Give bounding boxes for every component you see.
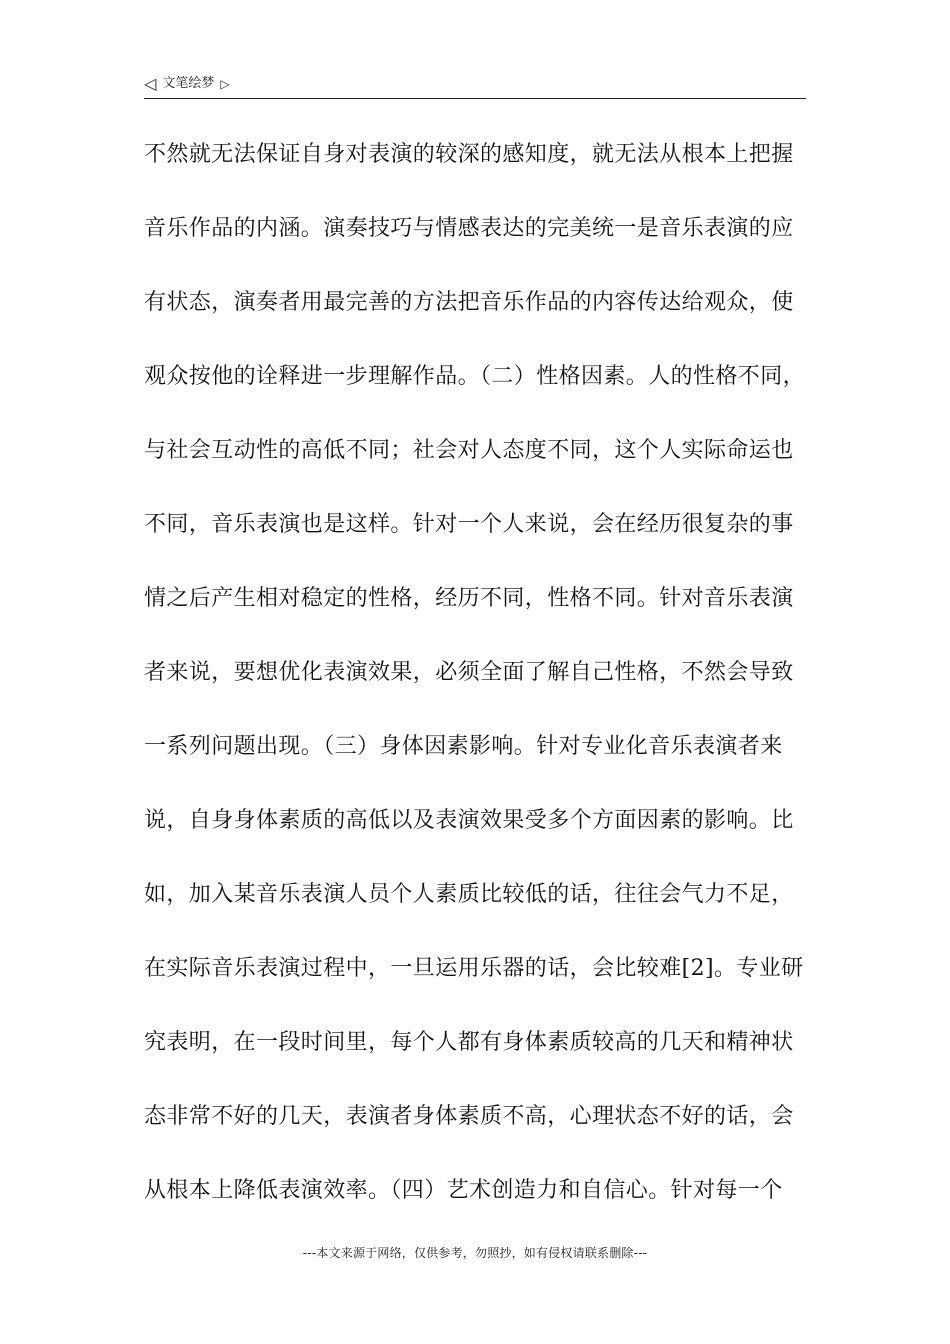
text-line: 者来说，要想优化表演效果，必须全面了解自己性格，不然会导致 [144, 660, 794, 685]
text-line: 究表明，在一段时间里，每个人都有身体素质较高的几天和精神状 [144, 1030, 794, 1055]
page-header [144, 72, 806, 99]
text-line: 观众按他的诠释进一步理解作品。（二）性格因素。人的性格不同， [144, 364, 806, 389]
text-line: 说，自身身体素质的高低以及表演效果受多个方面因素的影响。比 [144, 808, 794, 833]
text-line: 情之后产生相对稳定的性格，经历不同，性格不同。针对音乐表演 [144, 586, 794, 611]
triangle-right-icon: ▷ [220, 77, 230, 91]
text-line: 不然就无法保证自身对表演的较深的感知度，就无法从根本上把握 [144, 142, 794, 167]
text-line: 从根本上降低表演效率。（四）艺术创造力和自信心。针对每一个 [144, 1178, 783, 1203]
triangle-left-icon: ◁ [144, 74, 157, 93]
document-body [144, 118, 824, 1228]
text-line: 有状态，演奏者用最完善的方法把音乐作品的内容传达给观众，使 [144, 290, 794, 315]
text-line: 不同，音乐表演也是这样。针对一个人来说，会在经历很复杂的事 [144, 512, 794, 537]
text-line: 音乐作品的内涵。演奏技巧与情感表达的完美统一是音乐表演的应 [144, 216, 794, 241]
text-line: 态非常不好的几天，表演者身体素质不高，心理状态不好的话，会 [144, 1104, 794, 1129]
text-line: 在实际音乐表演过程中，一旦运用乐器的话，会比较难[2]。专业研 [144, 956, 804, 981]
header-title: 文笔绘梦 [162, 76, 215, 91]
text-line: 与社会互动性的高低不同；社会对人态度不同，这个人实际命运也 [144, 438, 794, 463]
text-line: 如，加入某音乐表演人员个人素质比较低的话，往往会气力不足， [144, 882, 794, 907]
footer-disclaimer: ---本文来源于网络，仅供参考，勿照抄，如有侵权请联系删除--- [302, 1246, 648, 1260]
text-line: 一系列问题出现。（三）身体因素影响。针对专业化音乐表演者来 [144, 734, 783, 759]
